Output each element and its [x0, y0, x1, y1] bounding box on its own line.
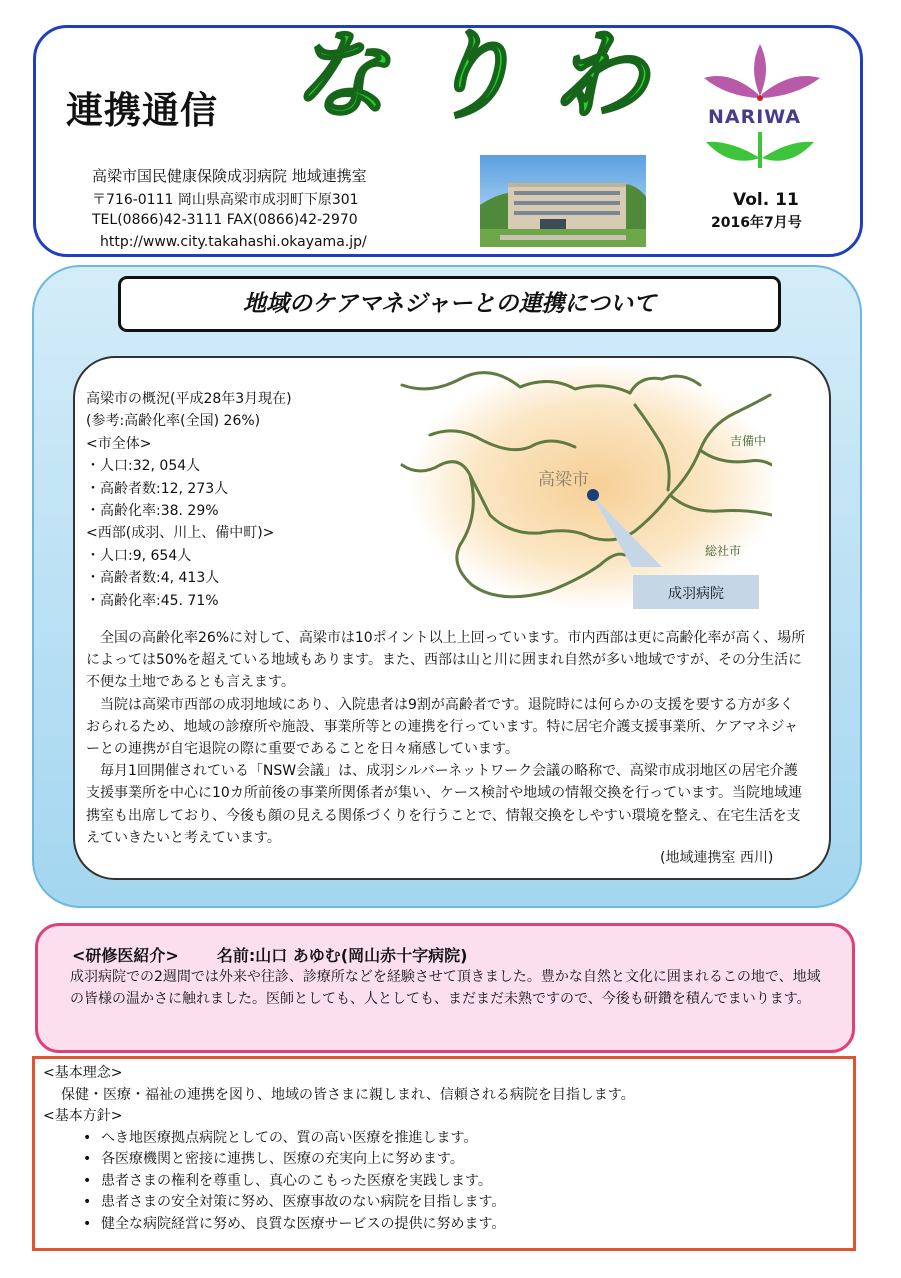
stats-line: (参考:高齢化率(全国) 26%)	[86, 413, 261, 430]
map-town-label: 総社市	[705, 544, 742, 558]
resident-intro-text: 成羽病院での2週間では外来や往診、診療所などを経験させて頂きました。豊かな自然と文化に囲まれるこの地で、地域の皆様の温かさに触れました。医師としても、人としても、まだまだ未熟ですので、今後も研鑽を積んでまいります。	[70, 969, 821, 1008]
policy-item: • 患者さまの権利を尊重し、真心のこもった医療を実践します。	[43, 1171, 635, 1193]
stats-line: <西部(成羽、川上、備中町)>	[86, 525, 275, 542]
hospital-contact: TEL(0866)42-3111 FAX(0866)42-2970	[92, 212, 358, 228]
philosophy-heading: <基本理念>	[43, 1065, 123, 1081]
stats-line: <市全体>	[86, 435, 152, 452]
map-town-label: 吉備中	[730, 434, 767, 448]
article-signature: (地域連携室 西川)	[660, 850, 774, 866]
resident-intro-heading: <研修医紹介>	[72, 946, 179, 965]
policy-item: • 各医療機関と密接に連携し、医療の充実向上に努めます。	[43, 1149, 635, 1171]
issue-date: 2016年7月号	[711, 215, 802, 231]
stats-line: ・高齢化率:45. 71%	[86, 592, 219, 609]
series-title: 連携通信	[66, 89, 218, 132]
logo-text: NARIWA	[708, 106, 802, 128]
map-city-label: 高梁市	[538, 470, 589, 490]
map-callout-label: 成羽病院	[668, 586, 724, 602]
article-body	[86, 627, 806, 849]
brand-title: なりわ	[292, 20, 682, 132]
stats-line: ・人口:9, 654人	[86, 547, 192, 564]
stats-line: ・高齢者数:12, 273人	[86, 480, 229, 497]
hospital-name: 高梁市国民健康保険成羽病院 地域連携室	[92, 167, 367, 185]
city-statistics	[86, 388, 292, 612]
stats-line: 高梁市の概況(平成28年3月現在)	[86, 391, 292, 407]
policy-item: • へき地医療拠点病院としての、質の高い医療を推進します。	[43, 1128, 635, 1150]
article-title: 地域のケアマネジャーとの連携について	[118, 276, 781, 332]
resident-name: 名前:山口 あゆむ(岡山赤十字病院)	[216, 946, 468, 965]
stats-line: ・高齢者数:4, 413人	[86, 570, 220, 587]
hospital-url[interactable]: http://www.city.takahashi.okayama.jp/	[100, 234, 367, 250]
article-paragraph: 毎月1回開催されている「NSW会議」は、成羽シルバーネットワーク会議の略称で、高梁市成羽地区の居宅介護支援事業所を中心に10カ所前後の事業所関係者が集い、ケース検討や地域の情報交換を行っています。当院地域連携室も出席しており、今後も顔の見える関係づくりを行うことで、情報交換をしやすい環境を整え、在宅生活を支えていきたいと考えています。	[86, 763, 802, 846]
stats-line: ・高齢化率:38. 29%	[86, 502, 219, 519]
volume-number: Vol. 11	[733, 190, 799, 210]
article-paragraph: 当院は高梁市西部の成羽地域にあり、入院患者は9割が高齢者です。退院時には何らかの支援を要する方が多くおられるため、地域の診療所や施設、事業所等との連携を行っています。特に居宅介護支援事業所、ケアマネジャーとの連携が自宅退院の際に重要であることを日々痛感しています。	[86, 696, 799, 758]
region-map	[400, 365, 772, 615]
policy-item: • 健全な病院経営に努め、良質な医療サービスの提供に努めます。	[43, 1214, 635, 1236]
principles-content	[43, 1063, 635, 1235]
policy-item: • 患者さまの安全対策に努め、医療事故のない病院を目指します。	[43, 1192, 635, 1214]
nariwa-flower-logo-icon	[700, 40, 830, 170]
philosophy-text: 保健・医療・福祉の連携を図り、地域の皆さまに親しまれ、信頼される病院を目指します。	[61, 1086, 635, 1103]
hospital-location-marker	[587, 489, 599, 501]
hospital-building-photo	[480, 155, 646, 247]
resident-intro-header	[72, 943, 467, 966]
article-paragraph: 全国の高齢化率26%に対して、高梁市は10ポイント以上上回っています。市内西部は更に高齢化率が高く、場所によっては50%を超えている地域もあります。また、西部は山と川に囲まれ自然が多い地域ですが、その分生活に不便な土地であるとも言えます。	[86, 630, 806, 691]
policy-heading: <基本方針>	[43, 1108, 123, 1124]
stats-line: ・人口:32, 054人	[86, 458, 201, 475]
hospital-address: 〒716-0111 岡山県高梁市成羽町下原301	[92, 192, 359, 208]
